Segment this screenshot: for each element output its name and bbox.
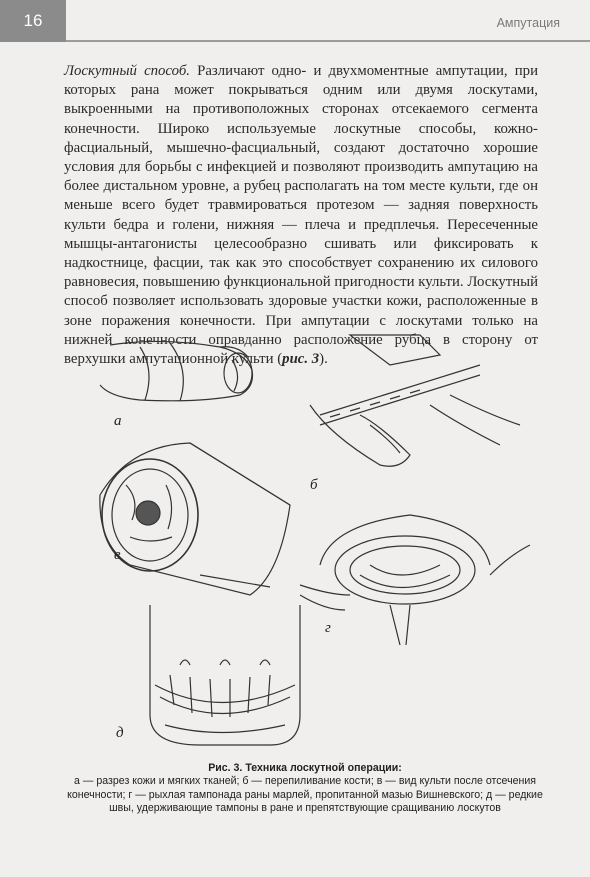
- figure-label-d: д: [116, 725, 124, 741]
- illustration-v: [100, 443, 290, 595]
- figure-caption: [60, 762, 550, 816]
- page-number: 16: [0, 0, 66, 42]
- paragraph-lead: Лоскутный способ.: [64, 63, 190, 79]
- figure-label-v: в: [114, 547, 121, 563]
- illustration-g: [300, 515, 530, 645]
- caption-text: а — разрез кожи и мягких тканей; б — перепиливание кости; в — вид культи после отсечения конечности; г — рыхлая тампонада раны марлей, пропитанной мазью Вишневского; д — редкие швы, удерживающие тампоны в ране и препятствующие сращиванию лоскутов: [67, 775, 543, 815]
- caption-title: Рис. 3. Техника лоскутной операции:: [208, 762, 402, 774]
- body-paragraph: [64, 62, 538, 369]
- paragraph-text: Различают одно- и двухмоментные ампутации, при которых рана может покрываться одним или двумя лоскутами, выкроенными на противоположных сторонах отсекаемого сегмента конечности. Широко используемые лоскутные способы, кожно-фасциальный, мышечно-фасциальный, создают достаточно хорошие условия для борьбы с инфекцией и позволяют производить ампутацию на более дистальном уровне, а рубец располагать на том месте культи, где он меньше всего будет травмироваться протезом — задняя поверхность культи бедра и голени, нижняя — плеча и предплечья. Пересеченные мышцы-антагонисты целесообразно сшивать или фиксировать к надкостнице, фасции, так как это способствует сохранению их силового равновесия, повышению функциональной пригодности культи. Лоскутный способ позволяет использовать здоровые участки кожи, расположенные в зоне поражения конечности. При ампутации с лоскутами только на нижней конечности оправданно расположение рубца в сторону от верхушки ампутационной культи (: [64, 63, 538, 368]
- illustration-d: [150, 605, 300, 745]
- figure-label-b: б: [310, 477, 318, 493]
- surgical-illustration: [70, 325, 550, 755]
- figure-label-a: а: [114, 413, 122, 429]
- paragraph-tail: ).: [319, 351, 328, 368]
- running-head: Ампутация: [496, 16, 560, 30]
- illustration-b: [310, 335, 520, 466]
- figure-reference: рис. 3: [282, 351, 320, 368]
- figure-label-g: г: [325, 620, 331, 636]
- figure-illustration: [70, 325, 550, 755]
- illustration-a: [100, 341, 253, 401]
- header-rule: [66, 40, 590, 42]
